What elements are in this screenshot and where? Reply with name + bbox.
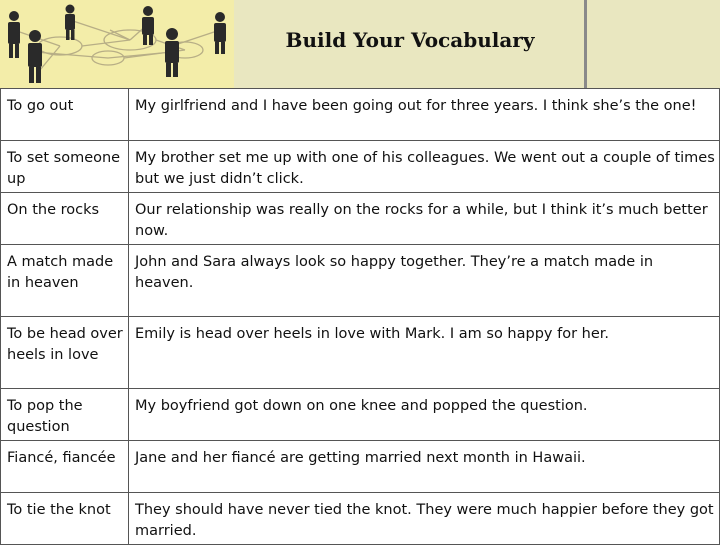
term-cell: To be head over heels in love [1,317,129,389]
example-cell: My brother set me up with one of his colleagues. We went out a couple of times but we just didn’t click. [129,141,720,193]
example-cell: They should have never tied the knot. They were much happier before they got married. [129,493,720,545]
example-cell: John and Sara always look so happy together. They’re a match made in heaven. [129,245,720,317]
term-cell: To pop the question [1,389,129,441]
header-divider [584,0,587,88]
social-network-people-icon [0,0,234,88]
example-cell: Jane and her fiancé are getting married next month in Hawaii. [129,441,720,493]
term-cell: To tie the knot [1,493,129,545]
term-cell: A match made in heaven [1,245,129,317]
table-row [1,389,720,441]
example-cell: My girlfriend and I have been going out for three years. I think she’s the one! [129,89,720,141]
table-row [1,193,720,245]
term-cell: Fiancé, fiancée [1,441,129,493]
table-row [1,89,720,141]
table-row [1,441,720,493]
page-title: Build Your Vocabulary [285,28,535,52]
term-cell: To set someone up [1,141,129,193]
term-cell: To go out [1,89,129,141]
table-row [1,493,720,545]
example-cell: My boyfriend got down on one knee and popped the question. [129,389,720,441]
example-cell: Our relationship was really on the rocks for a while, but I think it’s much better now. [129,193,720,245]
term-cell: On the rocks [1,193,129,245]
header-banner [0,0,720,88]
table-row [1,141,720,193]
example-cell: Emily is head over heels in love with Mark. I am so happy for her. [129,317,720,389]
table-row [1,317,720,389]
vocabulary-table [0,88,720,545]
table-row [1,245,720,317]
